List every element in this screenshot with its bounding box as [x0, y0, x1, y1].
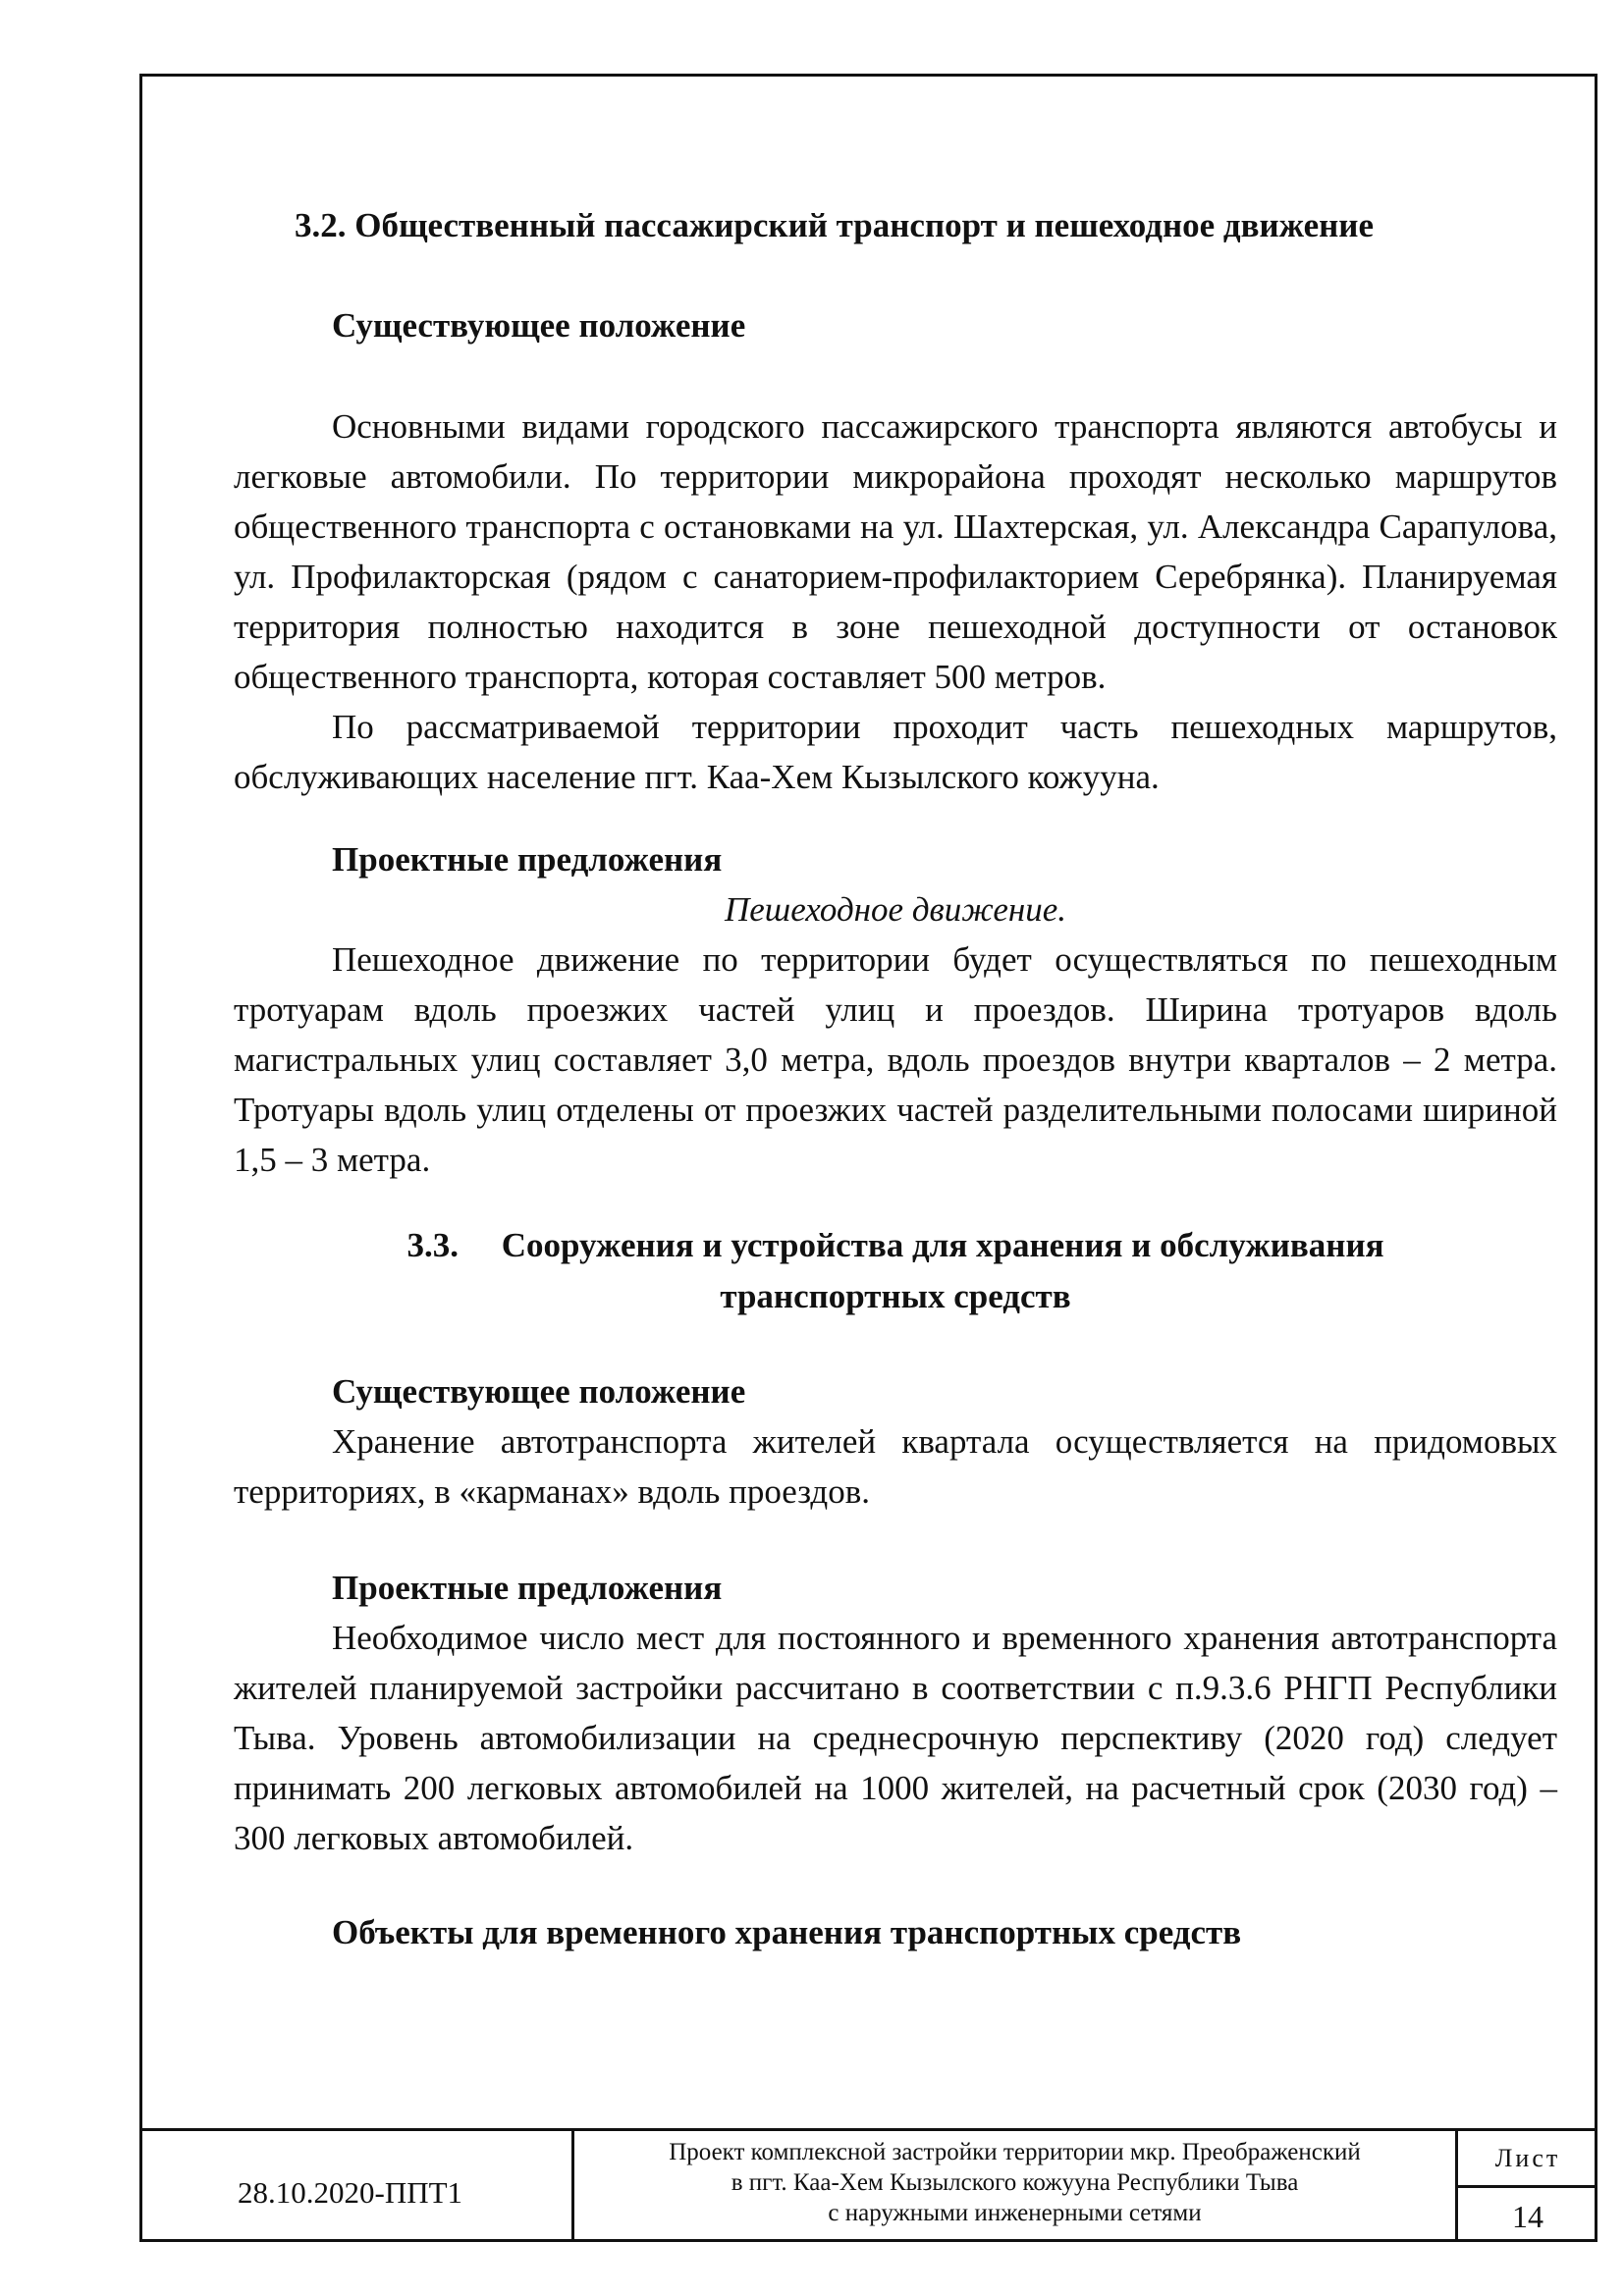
- project-line: с наружными инженерными сетями: [828, 2200, 1202, 2226]
- sheet-cell: [1455, 2128, 1597, 2242]
- existing-situation-heading: Существующее положение: [332, 1372, 746, 1411]
- sheet-number: 14: [1512, 2198, 1543, 2234]
- project-name-cell: [571, 2128, 1455, 2242]
- sheet-label: Лист: [1458, 2131, 1597, 2188]
- proposals-heading: Проектные предложения: [332, 840, 723, 879]
- paragraph: Основными видами городского пассажирского транспорта являются автобусы и легковые автомобили. По территории микрорайона проходят несколько маршрутов общественного транспорта с остановками на ул. Шахтерская, ул. Александра Сарапулова, ул. Профилакторская (рядом с санаторием-профилакторием Серебрянка). Планируемая территория полностью находится в зоне пешеходной доступности от остановок общественного транспорта, которая составляет 500 метров.: [234, 407, 1557, 696]
- paragraph: Хранение автотранспорта жителей квартала осуществляется на придомовых территориях, в «карманах» вдоль проездов.: [234, 1422, 1557, 1511]
- paragraph: Пешеходное движение по территории будет осуществляться по пешеходным тротуарам вдоль проезжих частей улиц и проездов. Ширина тротуаров вдоль магистральных улиц составляет 3,0 метра, вдоль проездов внутри кварталов – 2 метра. Тротуары вдоль улиц отделены от проезжих частей разделительными полосами шириной 1,5 – 3 метра.: [234, 940, 1557, 1179]
- pedestrian-subtitle: Пешеходное движение.: [724, 890, 1067, 929]
- section-3-3-title-line2: транспортных средств: [720, 1277, 1071, 1315]
- project-line: Проект комплексной застройки территории мкр. Преображенский: [669, 2139, 1361, 2165]
- doc-code-cell: [139, 2128, 571, 2242]
- doc-code: 28.10.2020-ППТ1: [238, 2175, 463, 2210]
- section-3-2-title: 3.2. Общественный пассажирский транспорт и пешеходное движение: [295, 206, 1374, 244]
- project-name: [574, 2137, 1455, 2228]
- temp-storage-heading: Объекты для временного хранения транспортных средств: [332, 1913, 1242, 1951]
- section-3-3-title-line1: 3.3. Сооружения и устройства для хранения и обслуживания: [406, 1226, 1384, 1264]
- paragraph: По рассматриваемой территории проходит часть пешеходных маршрутов, обслуживающих население пгт. Каа-Хем Кызылского кожууна.: [234, 708, 1557, 796]
- title-block: [139, 2128, 1597, 2242]
- paragraph: Необходимое число мест для постоянного и временного хранения автотранспорта жителей планируемой застройки рассчитано в соответствии с п.9.3.6 РНГП Республики Тыва. Уровень автомобилизации на среднесрочную перспективу (2020 год) следует принимать 200 легковых автомобилей на 1000 жителей, на расчетный срок (2030 год) – 300 легковых автомобилей.: [234, 1619, 1557, 1857]
- proposals-heading: Проектные предложения: [332, 1569, 723, 1607]
- existing-situation-heading: Существующее положение: [332, 306, 746, 345]
- project-line: в пгт. Каа-Хем Кызылского кожууна Республики Тыва: [731, 2169, 1299, 2196]
- document-body: [234, 201, 1557, 1957]
